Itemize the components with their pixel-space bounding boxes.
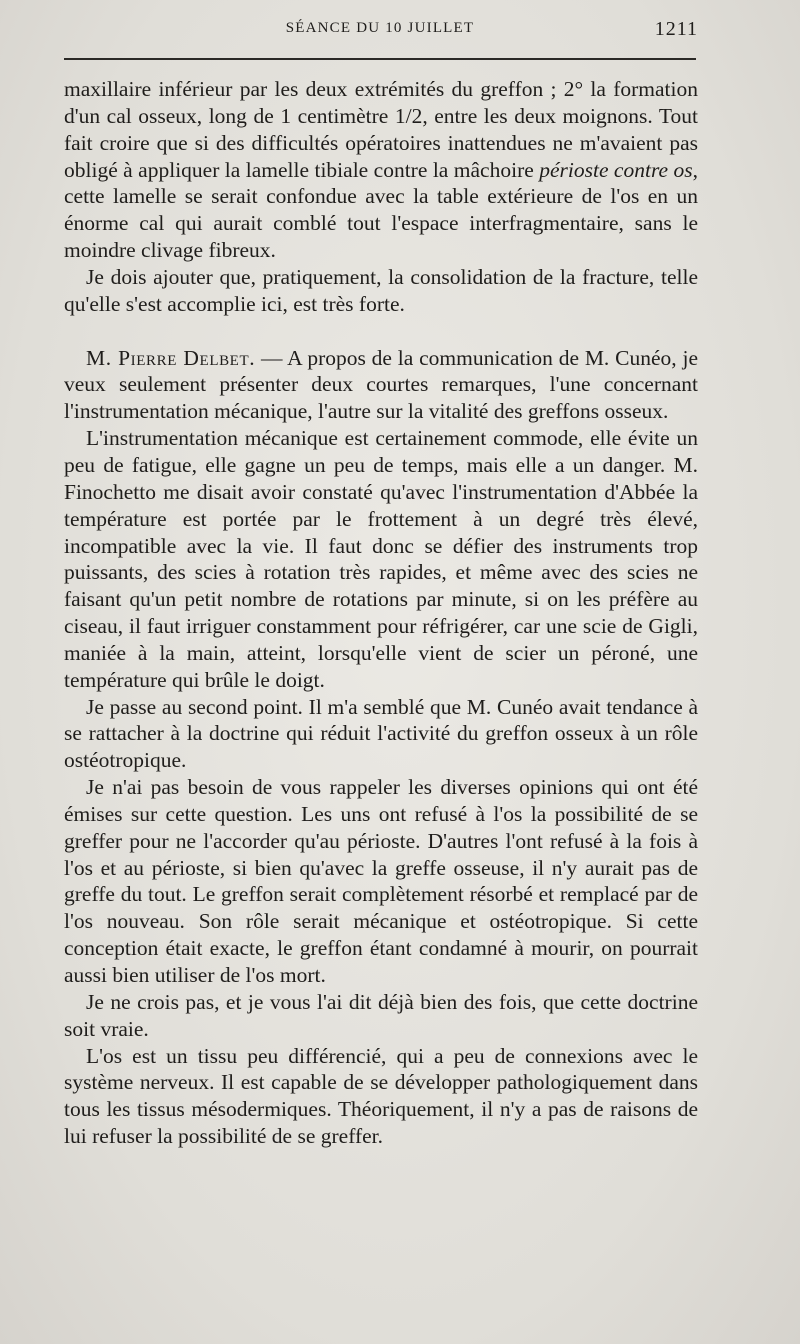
paragraph-8: L'os est un tissu peu différencié, qui a peu de connexions avec le système nerveux. Il est capable de se développer pathologiquement dans tous les tissus mésodermiques. Théoriquement, il n'y a pas de raisons de lui refuser la possibilité de se greffer. — [64, 1043, 698, 1149]
running-title: SÉANCE DU 10 JUILLET — [285, 20, 475, 36]
paragraph-4: L'instrumentation mécanique est certainement commode, elle évite un peu de fatigue, elle gagne un peu de temps, mais elle a un danger. M. Finochetto me disait avoir constaté qu'avec l'instrumentation d'Abbée la température est portée par le frottement à un degré très élevé, incompatible avec la vie. Il faut donc se défier des instruments trop puissants, des scies à rotation très rapides, et même avec des scies ne faisant qu'un petit nombre de rotations par minute, si on les préfère au ciseau, il faut irriguer constamment pour réfrigérer, car une scie de Gigli, maniée à la main, atteint, lorsqu'elle vient de scier un péroné, une température qui brûle le doigt. — [64, 426, 698, 692]
page-header — [62, 18, 698, 46]
emphasis-periosteum: périoste contre os — [539, 157, 693, 182]
paragraph-5: Je passe au second point. Il m'a semblé que M. Cunéo avait tendance à se rattacher à la doctrine qui réduit l'activité du greffon osseux à un rôle ostéotropique. — [64, 694, 698, 773]
header-rule — [64, 58, 696, 60]
paragraph-2: Je dois ajouter que, pratiquement, la consolidation de la fracture, telle qu'elle s'est accomplie ici, est très forte. — [64, 264, 698, 316]
speaker-name: M. Pierre Delbet. — [86, 345, 256, 370]
body-text — [64, 76, 698, 1150]
paragraph-7: Je ne crois pas, et je vous l'ai dit déjà bien des fois, que cette doctrine soit vraie. — [64, 989, 698, 1041]
paragraph-3: M. Pierre Delbet. — A propos de la communication de M. Cunéo, je veux seulement présenter deux courtes remarques, l'une concernant l'instrumentation mécanique, l'autre sur la vitalité des greffons osseux. — [64, 345, 698, 424]
paragraph-6: Je n'ai pas besoin de vous rappeler les diverses opinions qui ont été émises sur cette question. Les uns ont refusé à l'os la possibilité de se greffer pour ne l'accorder qu'au périoste. D'autres l'ont refusé à la fois à l'os et au périoste, si bien qu'avec la greffe osseuse, il n'y aurait pas de greffe du tout. Le greffon serait complètement résorbé et remplacé par de l'os nouveau. Son rôle serait mécanique et ostéotropique. Si cette conception était exacte, le greffon étant condamné à mourir, on pourrait aussi bien utiliser de l'os mort. — [64, 775, 698, 987]
paragraph-1: maxillaire inférieur par les deux extrémités du greffon ; 2° la formation d'un cal osseux, long de 1 centimètre 1/2, entre les deux moignons. Tout fait croire que si des difficultés opératoires inattendues ne m'avaient pas obligé à appliquer la lamelle tibiale contre la mâchoire périoste contre os, cette lamelle se serait confondue avec la table extérieure de l'os en un énorme cal qui aurait comblé tout l'espace interfragmentaire, sans le moindre clivage fibreux. — [64, 77, 698, 263]
page-number: 1211 — [654, 18, 698, 40]
